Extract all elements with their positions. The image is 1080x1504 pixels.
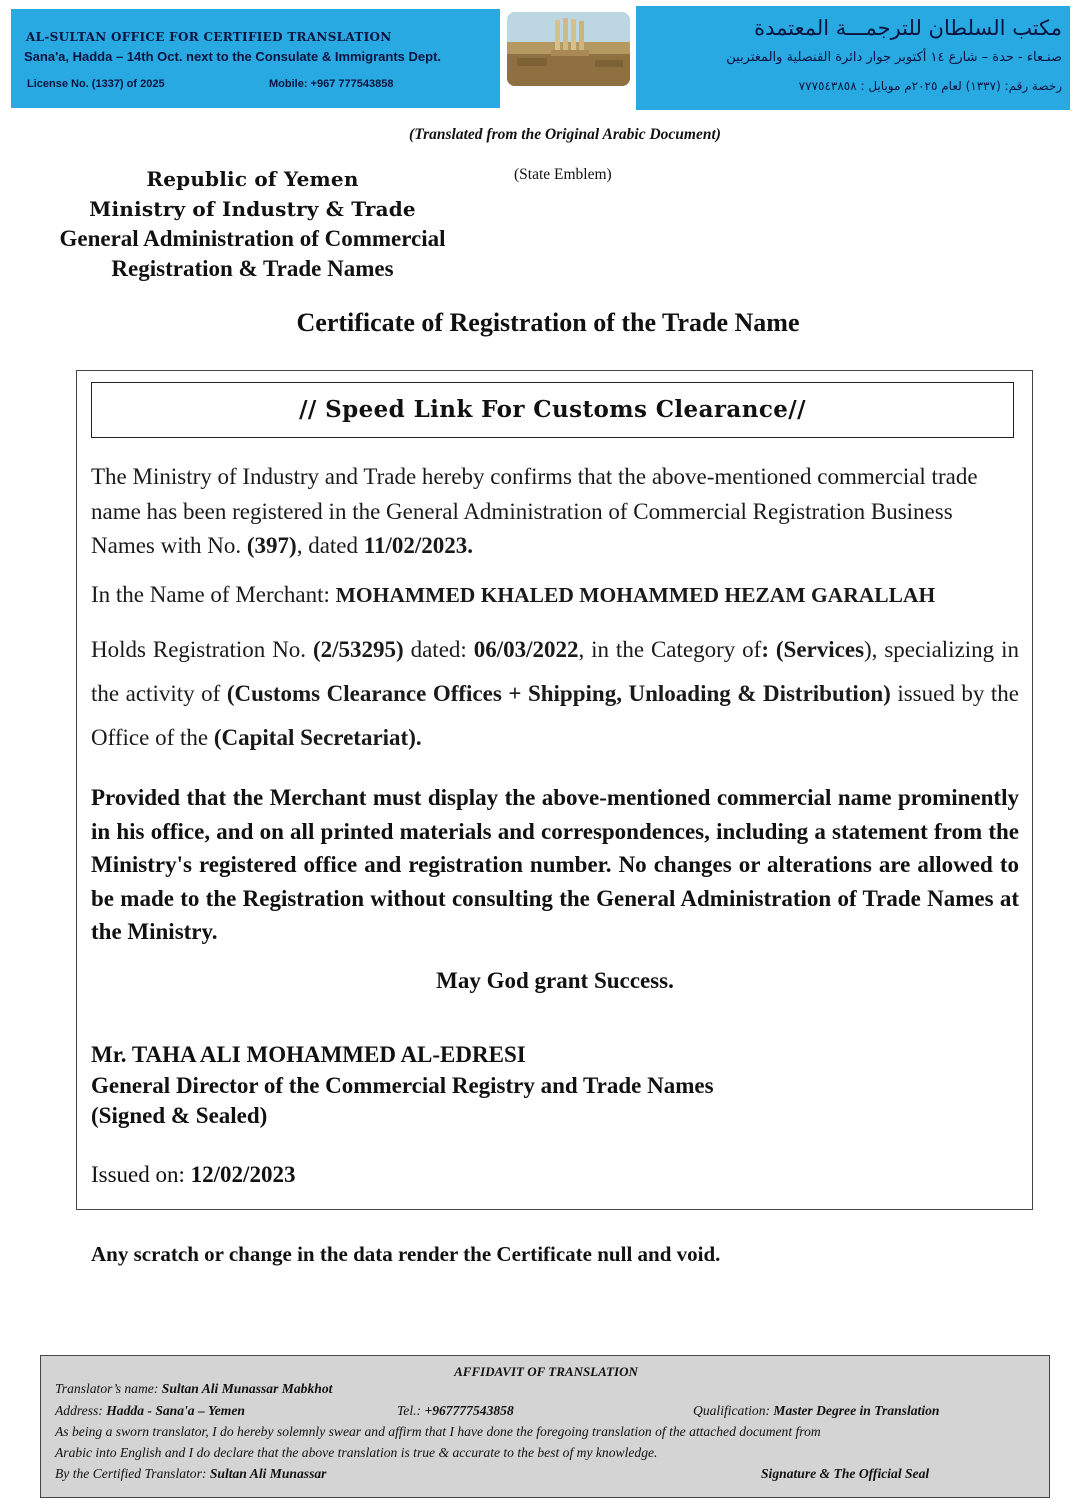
translator-tel: +967777543858 bbox=[424, 1403, 514, 1418]
trade-name-number: (397) bbox=[246, 533, 297, 558]
closing-blessing: May God grant Success. bbox=[436, 968, 674, 993]
license-en: License No. (1337) of 2025 bbox=[27, 78, 165, 90]
registration-label: Holds Registration No. bbox=[91, 637, 313, 662]
certified-by-label: By the Certified Translator: bbox=[55, 1466, 210, 1481]
activity-value: (Customs Clearance Offices + Shipping, Unloading & Distribution) bbox=[226, 681, 891, 706]
trade-name: // Speed Link For Customs Clearance// bbox=[299, 396, 806, 423]
registration-paragraph bbox=[91, 628, 1019, 760]
merchant-name: MOHAMMED KHALED MOHAMMED HEZAM GARALLAH bbox=[335, 583, 936, 607]
activity-label: ), specializing in the activity of bbox=[91, 637, 1019, 706]
validity-disclaimer: Any scratch or change in the data render the Certificate null and void. bbox=[91, 1242, 721, 1266]
authority-ministry: Ministry of Industry & Trade bbox=[89, 197, 416, 221]
translator-tel-row bbox=[397, 1403, 514, 1419]
conditions-paragraph: Provided that the Merchant must display the above-mentioned commercial name prominently in his office, and on all printed materials and correspondences, including a statement from the Ministry's registered office and registration number. No changes or alterations are allowed to be made to the Registration without consulting the General Administration of Trade Names at the Ministry. bbox=[91, 785, 1019, 945]
issuing-authority bbox=[30, 164, 475, 284]
category-value: (Services bbox=[768, 637, 865, 662]
category-label: , in the Category of bbox=[578, 637, 762, 662]
oath-line-1: As being a sworn translator, I do hereby solemnly swear and affirm that I have done the foregoing translation of the attached document from bbox=[55, 1424, 821, 1439]
merchant-label: In the Name of Merchant: bbox=[91, 582, 336, 607]
translator-name-row bbox=[55, 1381, 332, 1397]
category-colon: : bbox=[761, 637, 769, 662]
translator-name: Sultan Ali Munassar Mabkhot bbox=[161, 1381, 333, 1396]
registration-dated: dated: bbox=[403, 637, 474, 662]
translator-qualification-row bbox=[693, 1403, 939, 1419]
certified-by-row bbox=[55, 1466, 326, 1482]
translator-address: Hadda - Sana'a – Yemen bbox=[106, 1403, 245, 1418]
address-label: Address: bbox=[55, 1403, 107, 1418]
trade-name-box bbox=[91, 382, 1014, 438]
authority-country: Republic of Yemen bbox=[146, 167, 359, 191]
office-address-en: Sana'a, Hadda – 14th Oct. next to the Consulate & Immigrants Dept. bbox=[24, 49, 442, 64]
office-name-ar: مكتب السلطان للترجمـــة المعتمدة bbox=[754, 16, 1062, 40]
signatory-block bbox=[91, 1040, 714, 1132]
header-left-band bbox=[11, 9, 500, 108]
office-name-en: AL-SULTAN OFFICE FOR CERTIFIED TRANSLATION bbox=[26, 30, 392, 44]
state-emblem-note: (State Emblem) bbox=[514, 166, 612, 183]
issuing-office-label: issued by the Office of the bbox=[91, 681, 1019, 750]
confirmation-paragraph bbox=[91, 460, 1019, 564]
signature-seal-label bbox=[761, 1466, 929, 1482]
confirmation-dated: , dated bbox=[296, 533, 364, 558]
translator-name-label: Translator’s name: bbox=[55, 1381, 162, 1396]
landmark-photo bbox=[507, 12, 630, 86]
oath-line-2: Arabic into English and I do declare that the above translation is true & accurate to the best of my knowledge. bbox=[55, 1445, 658, 1460]
translated-note: (Translated from the Original Arabic Document) bbox=[409, 126, 721, 143]
authority-department-cont: Registration & Trade Names bbox=[111, 256, 394, 281]
issuing-office: (Capital Secretariat). bbox=[213, 725, 422, 750]
header-right-band bbox=[636, 6, 1070, 110]
signatory-status: (Signed & Sealed) bbox=[91, 1103, 268, 1128]
signature-seal: Signature & The Official Seal bbox=[761, 1466, 930, 1481]
qualification-label: Qualification: bbox=[693, 1403, 774, 1418]
office-address-ar: صنـعاء - حدة – شارع ١٤ أكتوبر جوار دائرة القنصلية والمغتربين bbox=[726, 50, 1062, 65]
signatory-name: Mr. TAHA ALI MOHAMMED AL-EDRESI bbox=[91, 1042, 526, 1067]
registration-date: 06/03/2022 bbox=[473, 637, 579, 662]
affidavit-title: AFFIDAVIT OF TRANSLATION bbox=[454, 1364, 638, 1379]
issued-on bbox=[91, 1162, 295, 1188]
translator-qualification: Master Degree in Translation bbox=[773, 1403, 940, 1418]
merchant-paragraph bbox=[91, 580, 1019, 610]
certified-by-name: Sultan Ali Munassar bbox=[209, 1466, 327, 1481]
certificate-title: Certificate of Registration of the Trade Name bbox=[296, 308, 800, 337]
affidavit-box bbox=[40, 1355, 1050, 1498]
confirmation-text: The Ministry of Industry and Trade hereby confirms that the above-mentioned commercial trade name has been registered in the General Administration of Commercial Registration Business Names with No. bbox=[91, 464, 978, 558]
authority-department: General Administration of Commercial bbox=[59, 226, 446, 251]
license-mobile-ar: رخصة رقم: (١٣٣٧) لعام ٢٠٢٥م موبايل : ٧٧٧٥٤٣٨٥٨ bbox=[798, 79, 1062, 93]
tel-label: Tel.: bbox=[397, 1403, 425, 1418]
mobile-en: Mobile: +967 777543858 bbox=[269, 78, 394, 90]
translator-address-row bbox=[55, 1403, 245, 1419]
registration-number: (2/53295) bbox=[312, 637, 404, 662]
signatory-title: General Director of the Commercial Registry and Trade Names bbox=[91, 1072, 714, 1098]
trade-name-date: 11/02/2023. bbox=[363, 533, 474, 558]
issued-label: Issued on: bbox=[91, 1162, 191, 1187]
issued-date: 12/02/2023 bbox=[190, 1162, 296, 1187]
